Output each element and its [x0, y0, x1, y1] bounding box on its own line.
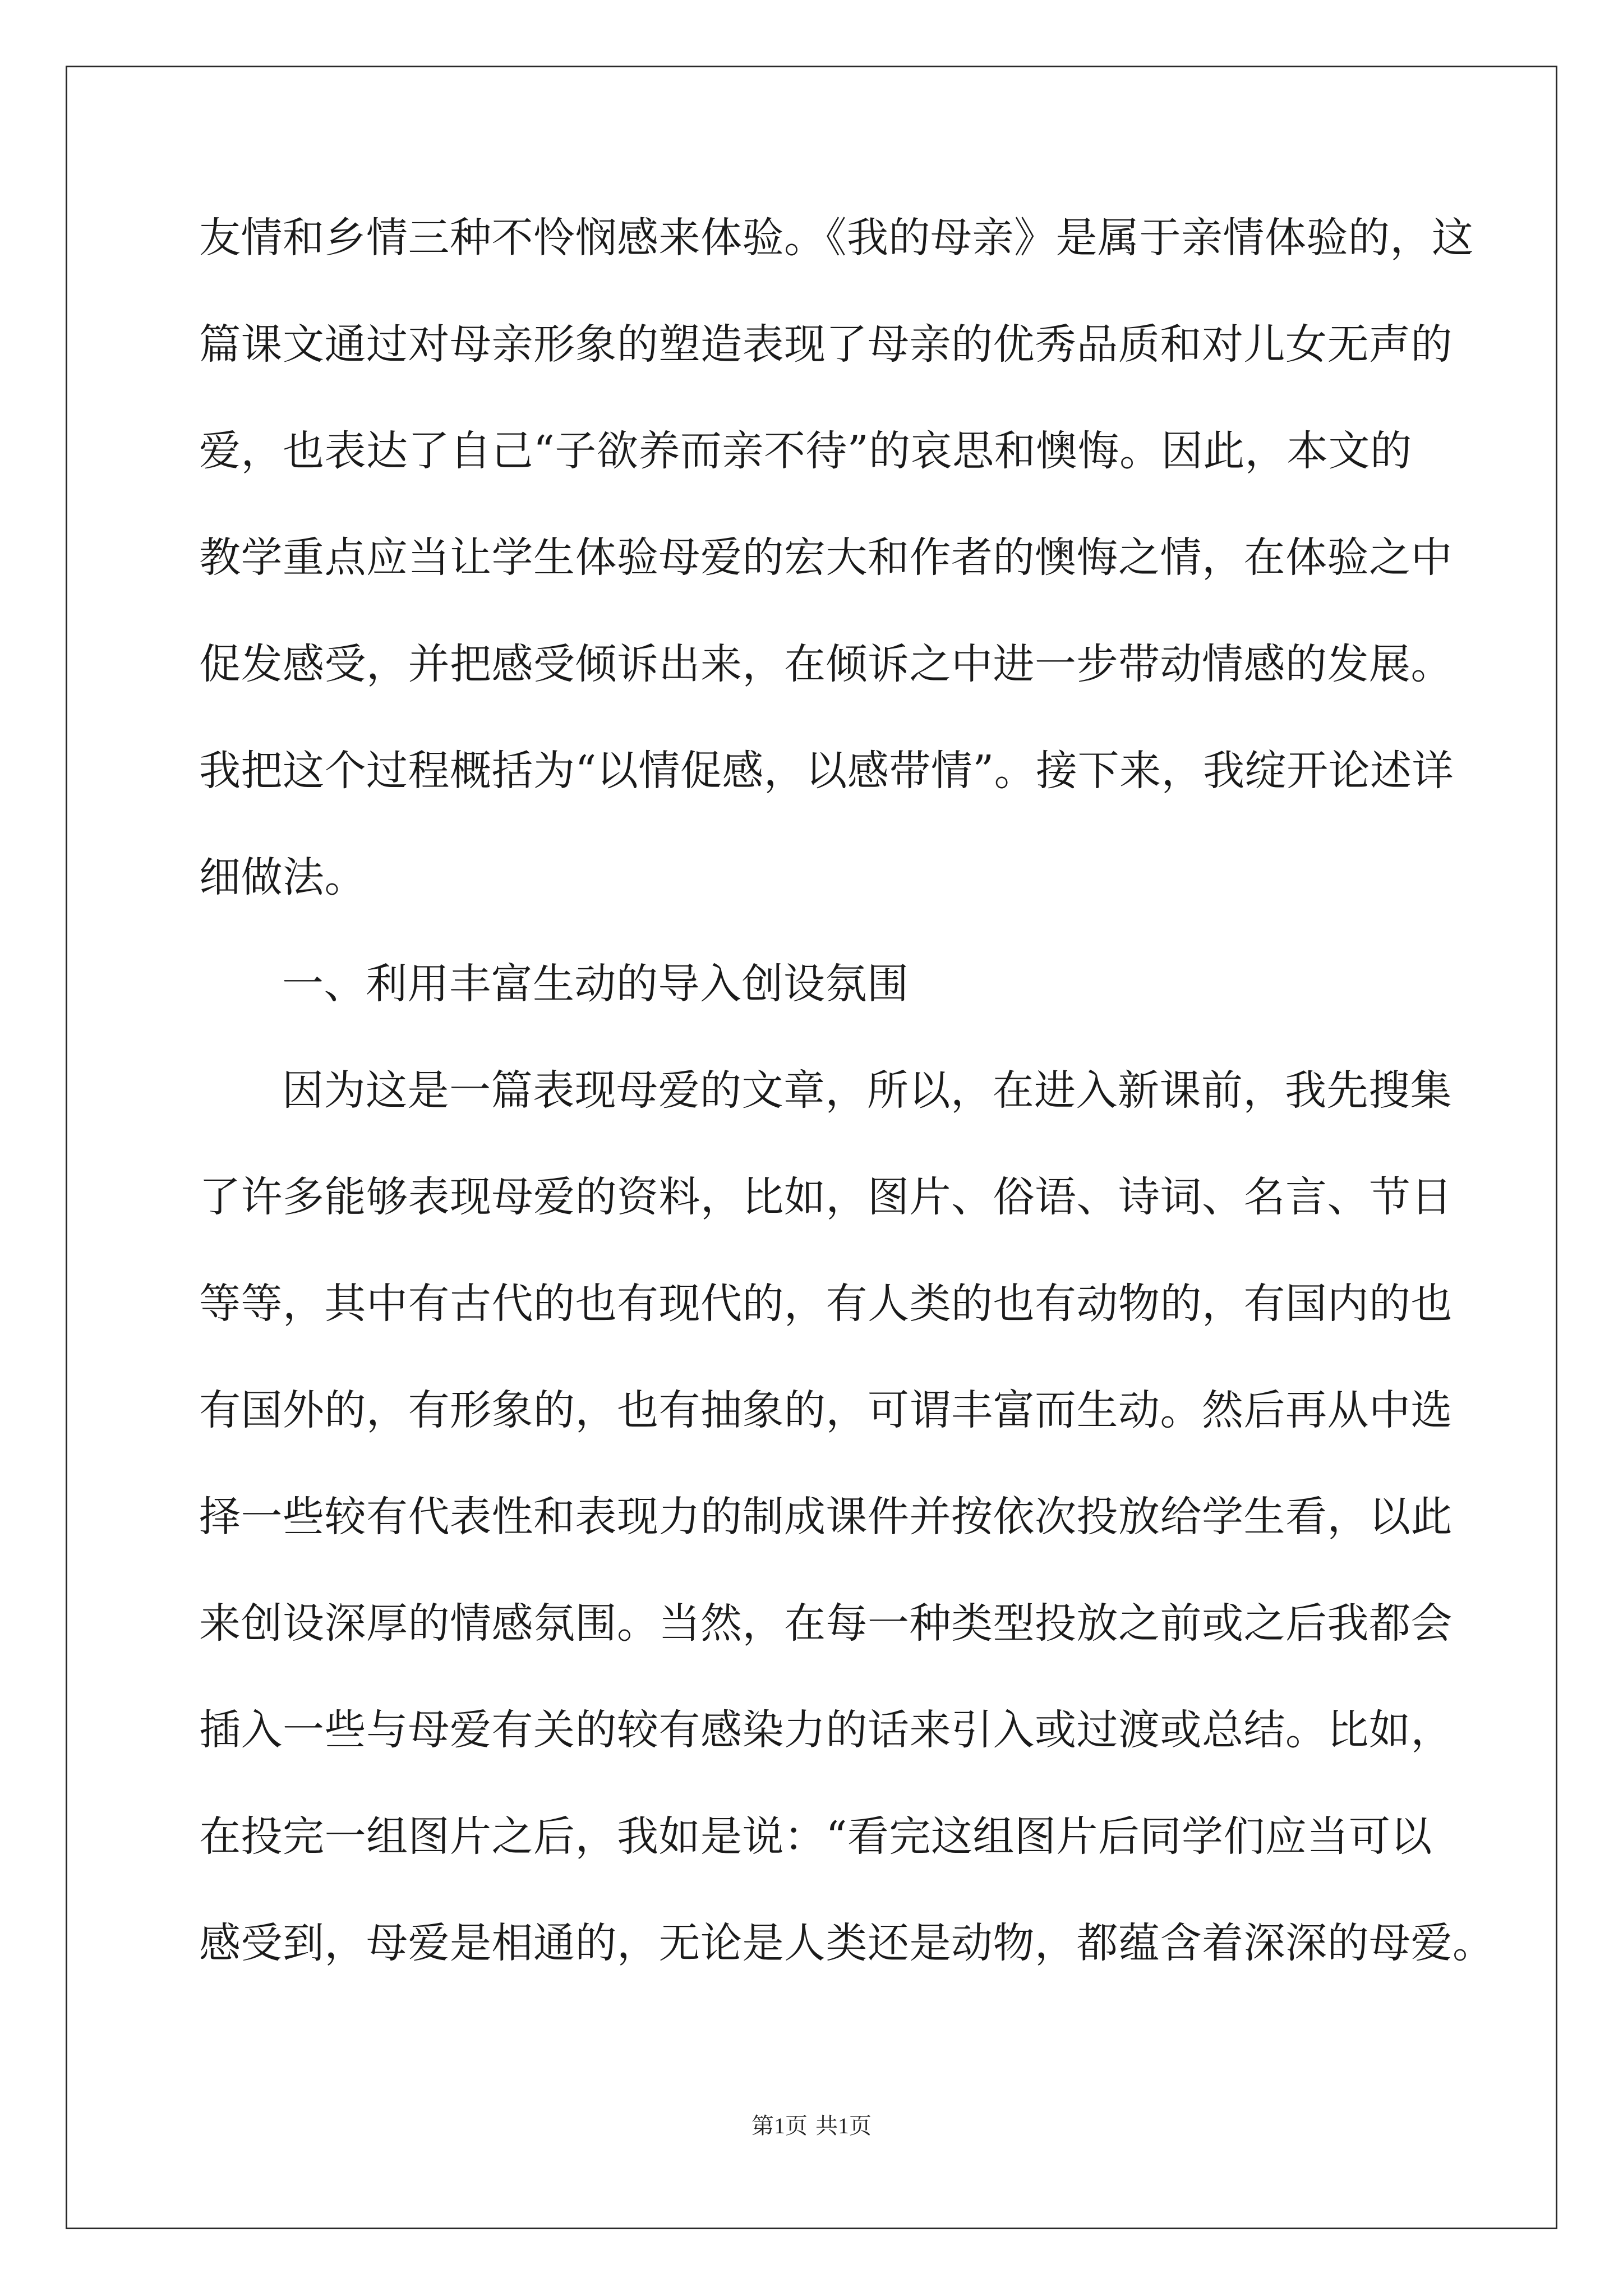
body-text-line: 我把这个过程概括为“以情促感，以感带情”。接下来，我绽开论述详: [199, 747, 1454, 795]
page-number-footer: 第1页 共1页: [751, 2113, 872, 2138]
body-text-line: 友情和乡情三种不怜悯感来体验。《我的母亲》是属于亲情体验的，这: [199, 214, 1474, 262]
body-text-line: 感受到，母爱是相通的，无论是人类还是动物，都蕴含着深深的母爱。: [199, 1919, 1495, 1967]
body-text-line: 爱，也表达了自己“子欲养而亲不待”的哀思和懊悔。因此，本文的: [199, 427, 1412, 475]
body-text-line: 来创设深厚的情感氛围。当然，在每一种类型投放之前或之后我都会: [199, 1599, 1453, 1648]
body-text-line: 有国外的，有形象的，也有抽象的，可谓丰富而生动。然后再从中选: [199, 1386, 1453, 1434]
section-heading: 一、利用丰富生动的导入创设氛围: [282, 960, 909, 1008]
page-border: [66, 66, 1557, 2229]
body-text-line: 因为这是一篇表现母爱的文章，所以，在进入新课前，我先搜集: [282, 1066, 1452, 1115]
body-text-line: 择一些较有代表性和表现力的制成课件并按依次投放给学生看，以此: [199, 1493, 1453, 1541]
body-text-line: 细做法。: [199, 853, 366, 901]
body-text-line: 了许多能够表现母爱的资料，比如，图片、俗语、诗词、名言、节日: [199, 1173, 1453, 1221]
body-text-line: 篇课文通过对母亲形象的塑造表现了母亲的优秀品质和对儿女无声的: [199, 320, 1453, 369]
body-text-line: 插入一些与母爱有关的较有感染力的话来引入或过渡或总结。比如，: [199, 1706, 1453, 1754]
body-text-line: 促发感受，并把感受倾诉出来，在倾诉之中进一步带动情感的发展。: [199, 640, 1453, 688]
body-text-line: 教学重点应当让学生体验母爱的宏大和作者的懊悔之情，在体验之中: [199, 533, 1453, 582]
body-text-line: 等等，其中有古代的也有现代的，有人类的也有动物的，有国内的也: [199, 1280, 1453, 1328]
body-text-line: 在投完一组图片之后，我如是说：“看完这组图片后同学们应当可以: [199, 1812, 1432, 1861]
